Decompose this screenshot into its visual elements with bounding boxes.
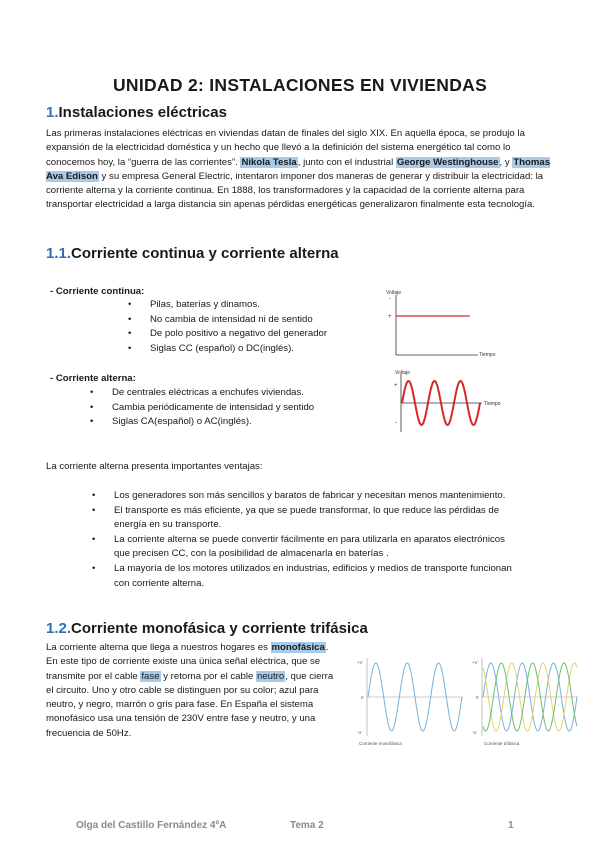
section-1-number: 1. bbox=[46, 104, 59, 121]
dc-plus: + bbox=[388, 314, 392, 320]
mono-v-zero: 0 bbox=[361, 695, 364, 700]
cc-list bbox=[128, 298, 327, 356]
paragraph-text: . En este tipo de corriente existe una única señal eléctrica, que se transmite por el cable bbox=[46, 642, 329, 682]
section-1-2-paragraph bbox=[46, 641, 336, 741]
section-1-2-number: 1.2. bbox=[46, 620, 72, 637]
ca-label bbox=[50, 373, 136, 384]
paragraph-text: y retorna por el cable bbox=[160, 670, 256, 682]
ac-minus: - bbox=[395, 420, 397, 426]
monophase-chart bbox=[355, 652, 467, 748]
paragraph-text: , junto con el industrial bbox=[297, 156, 396, 168]
section-1-2-title: Corriente monofásica y corriente trifásica bbox=[71, 620, 368, 637]
dc-ylabel: Voltaje bbox=[386, 290, 402, 296]
page-title: UNIDAD 2: INSTALACIONES EN VIVIENDAS bbox=[112, 75, 488, 95]
paragraph-text: , que cierra el circuito. Uno y otro cable se distinguen por su color; azul para neutro, y negro, marrón o gris para fase. En España el sistema monofásico usa una tensión de 230V entre fase y neutro, y una frecuencia de 50Hz. bbox=[46, 670, 334, 739]
section-1-title: Instalaciones eléctricas bbox=[58, 104, 227, 121]
dc-minus: - bbox=[389, 296, 391, 302]
cc-label bbox=[50, 286, 144, 297]
ac-ylabel: Voltaje bbox=[395, 370, 411, 376]
cc-label-text: - Corriente continua: bbox=[50, 286, 145, 297]
tri-v-plus: +V bbox=[472, 660, 478, 665]
paragraph-text: Las primeras instalaciones eléctricas en viviendas datan de finales del siglo XIX. En aquella época, se produjo la expansión de la electricidad doméstica y un hecho que llevó a la definición del sistema energético tal como lo conocemos hoy, la “guerra de las corrientes”. bbox=[46, 128, 525, 168]
section-1-paragraph bbox=[46, 127, 556, 213]
mono-caption: Corriente monofásica bbox=[359, 741, 402, 746]
ac-xlabel: Tiempo bbox=[484, 401, 501, 407]
highlight-edison: Thomas Ava Edison bbox=[46, 156, 551, 182]
triphase-chart bbox=[470, 652, 582, 748]
ca-label-text: - Corriente alterna: bbox=[50, 373, 136, 384]
section-1-1-number: 1.1. bbox=[46, 245, 72, 262]
paragraph-text: , y bbox=[499, 156, 513, 168]
ca-item: • Siglas CA(español) o AC(inglés). bbox=[90, 415, 314, 430]
mono-v-plus: +V bbox=[357, 660, 363, 665]
section-1-heading bbox=[46, 104, 227, 121]
highlight-tesla: Nikola Tesla bbox=[241, 156, 297, 168]
section-1-1-title: Corriente continua y corriente alterna bbox=[71, 245, 339, 262]
paragraph-text: y su empresa General Electric, intentaron imponer dos maneras de generar y distribuir la electricidad: la corriente alterna y la corriente continua. En 1888, los transformadores y la capacidad de la corriente alterna para transportar electricidad a larga distancia sin apenas pérdidas energéticas generalizaron finalmente esta tecnología. bbox=[46, 170, 544, 211]
tri-v-zero: 0 bbox=[476, 695, 479, 700]
footer-page-number: 1 bbox=[508, 820, 514, 831]
ca-list bbox=[90, 386, 314, 430]
highlight-westinghouse: George Westinghouse bbox=[396, 156, 499, 168]
section-1-2-heading bbox=[46, 620, 368, 637]
cc-item: • Siglas CC (español) o DC(inglés). bbox=[128, 342, 327, 357]
ac-chart bbox=[378, 368, 508, 436]
mono-v-minus: -V bbox=[357, 730, 362, 735]
ac-plus: + bbox=[394, 383, 398, 389]
highlight-monofasica: monofásica bbox=[271, 642, 325, 653]
highlight-fase: fase bbox=[141, 670, 160, 682]
tri-v-minus: -V bbox=[472, 730, 477, 735]
highlight-neutro: neutro bbox=[257, 670, 285, 682]
dc-chart bbox=[378, 285, 508, 360]
advantage-item: • El transporte es más eficiente, ya que se puede transformar, lo que reduce las pérdidas de energía en su transporte. bbox=[92, 504, 512, 533]
dc-xlabel: Tiempo bbox=[479, 352, 496, 358]
footer-topic: Tema 2 bbox=[290, 820, 324, 831]
advantages-list bbox=[92, 489, 512, 591]
footer-author: Olga del Castillo Fernández 4ºA bbox=[76, 820, 227, 831]
cc-item: • No cambia de intensidad ni de sentido bbox=[128, 313, 327, 328]
paragraph-text: La corriente alterna que llega a nuestros hogares es bbox=[46, 642, 271, 653]
advantages-intro: La corriente alterna presenta importantes ventajas: bbox=[46, 461, 263, 472]
ca-item: • De centrales eléctricas a enchufes viviendas. bbox=[90, 386, 314, 401]
section-1-1-heading bbox=[46, 245, 339, 262]
cc-item: • Pilas, baterías y dinamos. bbox=[128, 298, 327, 313]
cc-item: • De polo positivo a negativo del generador bbox=[128, 327, 327, 342]
tri-caption: Corriente trifásica bbox=[484, 741, 520, 746]
advantage-item: • La corriente alterna se puede convertir fácilmente en para utilizarla en aparatos electrónicos que precisen CC, con la posibilidad de almacenarla en baterías . bbox=[92, 533, 512, 562]
advantage-item: • La mayoría de los motores utilizados en industrias, edificios y medios de transporte funcionan con corriente alterna. bbox=[92, 562, 512, 591]
ca-item: • Cambia periódicamente de intensidad y sentido bbox=[90, 401, 314, 416]
advantage-item: • Los generadores son más sencillos y baratos de fabricar y necesitan menos mantenimiento. bbox=[92, 489, 512, 504]
